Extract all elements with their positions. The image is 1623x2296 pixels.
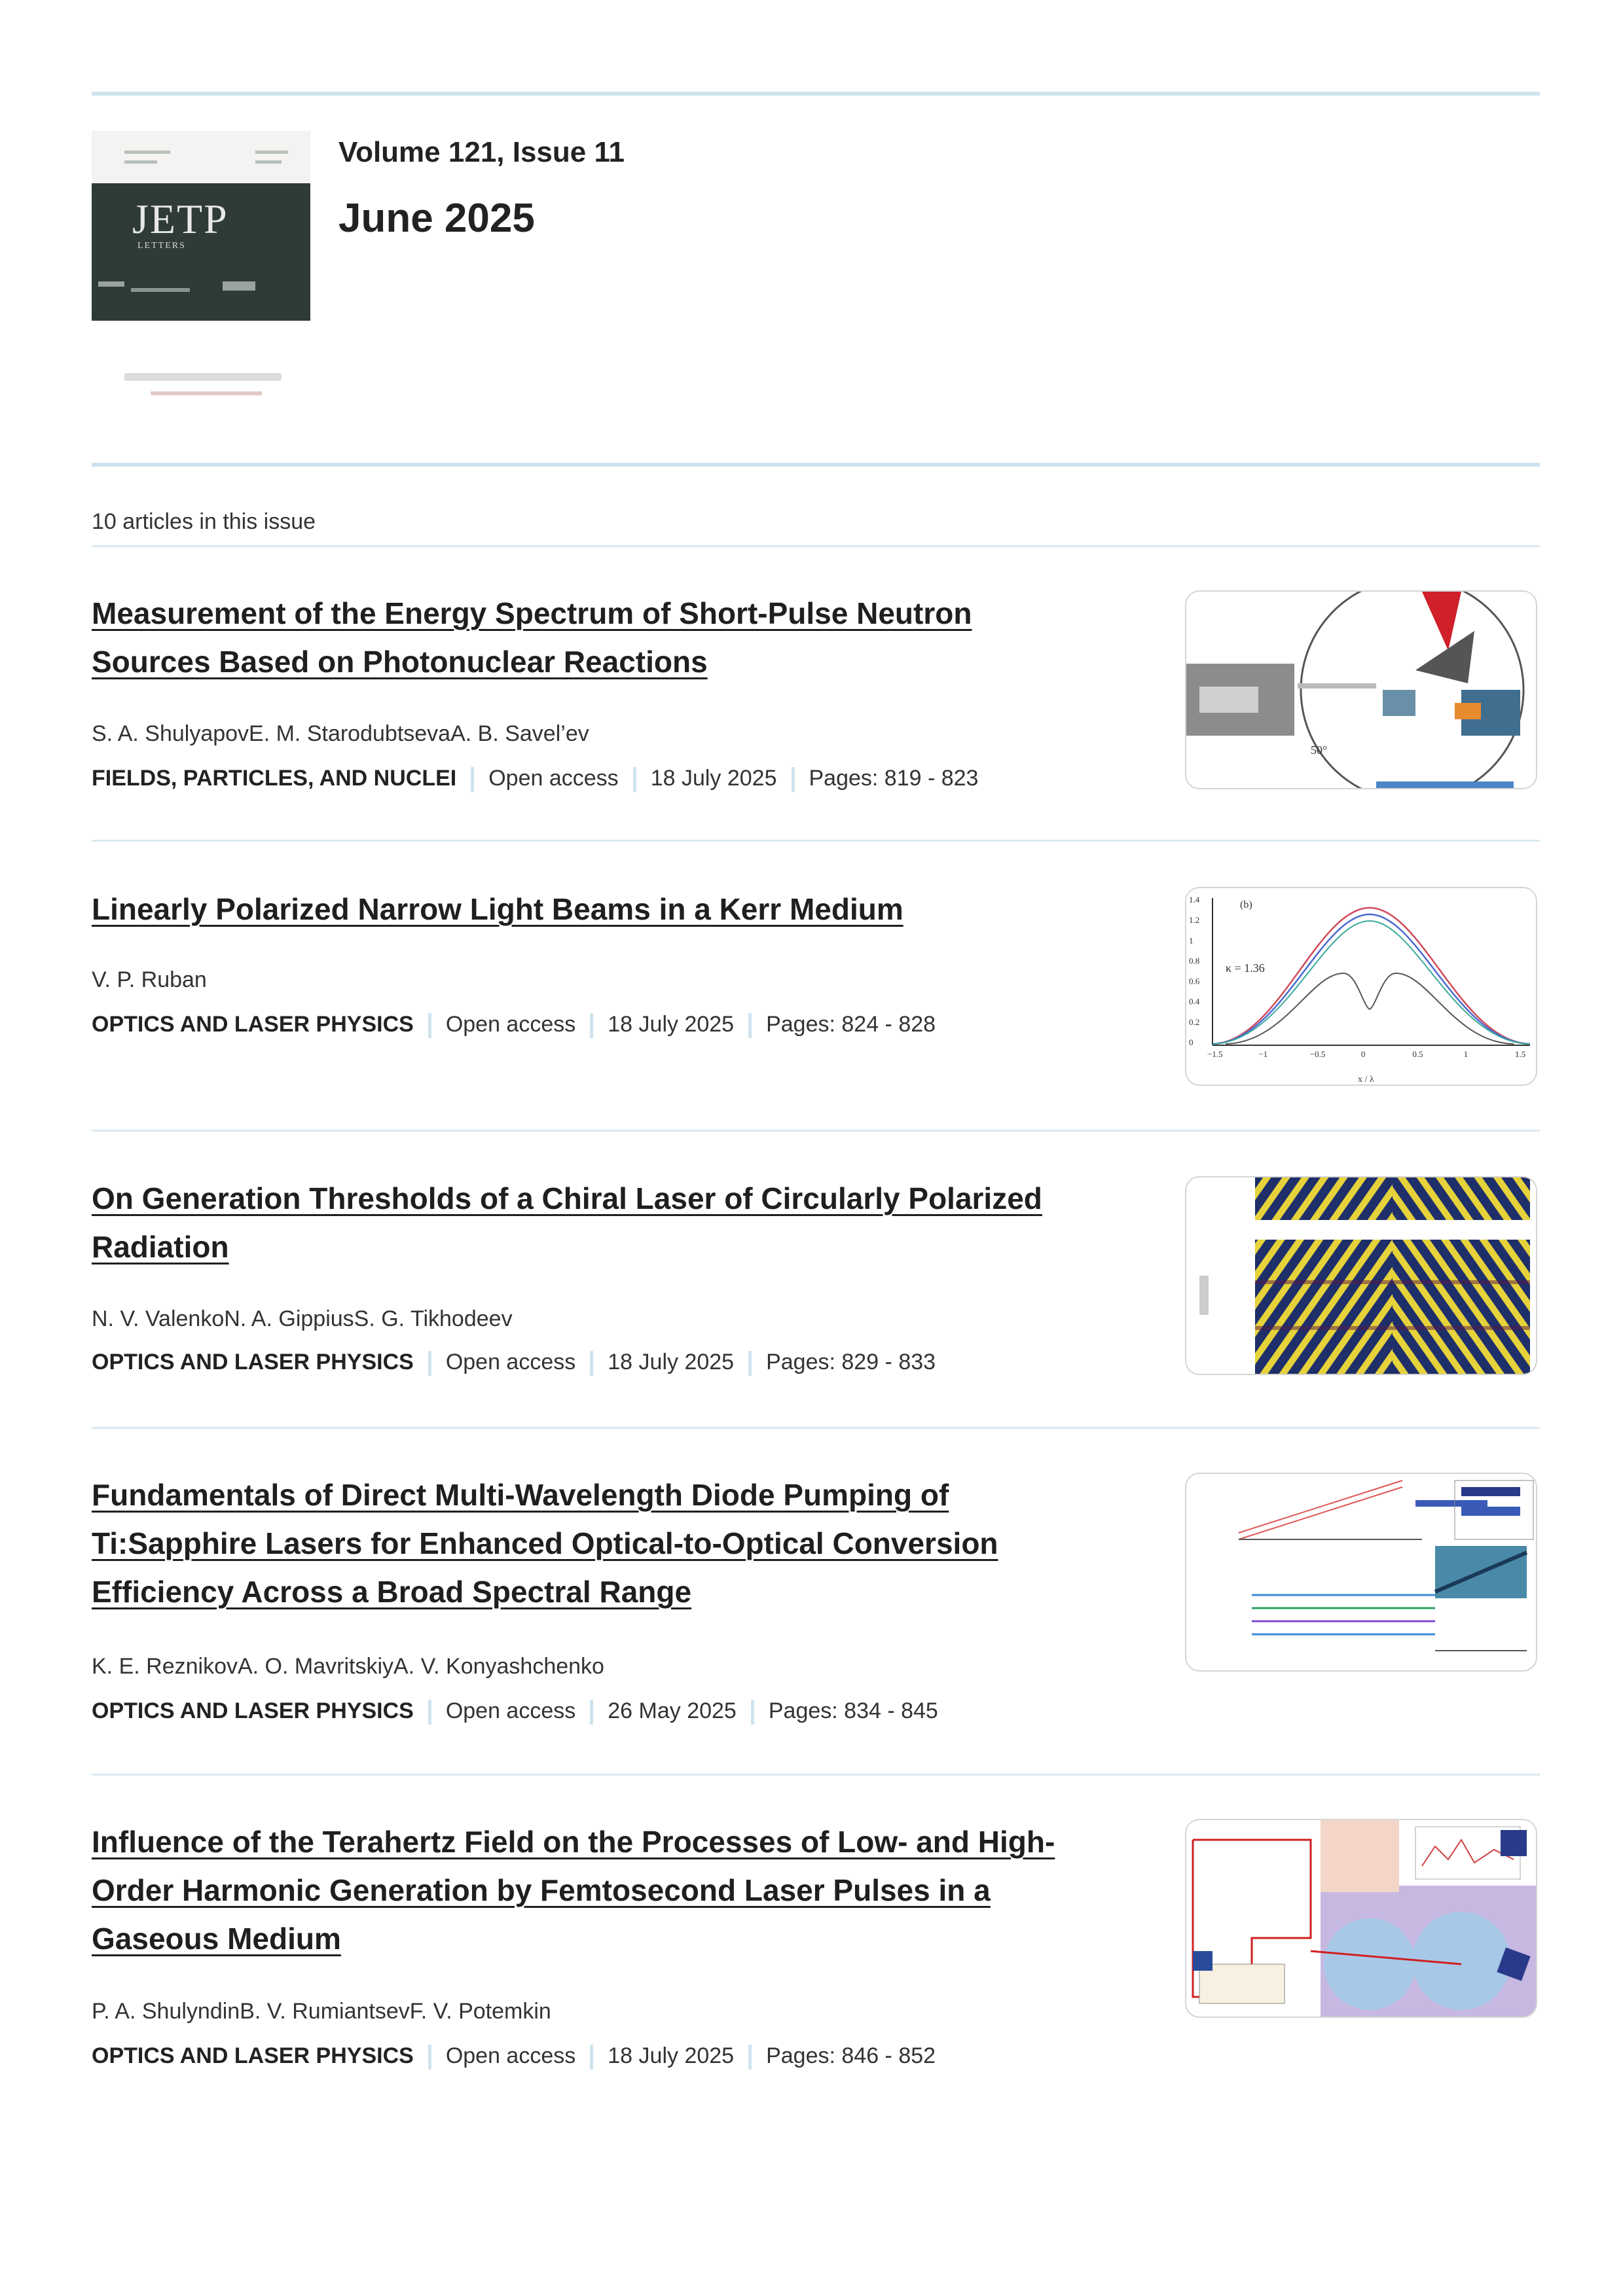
y-tick-label: 1.4: [1189, 895, 1200, 905]
article-figure-thumbnail[interactable]: [1185, 1819, 1537, 2018]
article-title-line[interactable]: Sources Based on Photonuclear Reactions: [92, 645, 708, 679]
article-divider: [92, 1774, 1540, 1776]
cover-subtitle: LETTERS: [137, 241, 186, 251]
access-badge: Open access: [445, 1012, 576, 1037]
y-tick-label: 0.8: [1189, 956, 1200, 966]
article-title-line[interactable]: On Generation Thresholds of a Chiral Laser of Circularly Polarized: [92, 1181, 1042, 1215]
header-divider: [92, 463, 1540, 467]
x-axis-label: x / λ: [1358, 1075, 1374, 1085]
thz-harmonic-setup-figure: [1186, 1820, 1536, 2017]
kappa-label: κ = 1.36: [1226, 961, 1265, 975]
x-tick-label: −1.5: [1207, 1049, 1223, 1059]
count-divider: [92, 545, 1540, 547]
publication-date: 26 May 2025: [608, 1698, 737, 1723]
x-tick-label: −0.5: [1309, 1049, 1326, 1059]
y-tick-label: 0.6: [1189, 976, 1200, 986]
x-tick-label: 0.5: [1412, 1049, 1423, 1059]
article-divider: [92, 840, 1540, 842]
beam-profile-figure: [1186, 888, 1536, 1085]
page-range: Pages: 846 - 852: [766, 2043, 936, 2068]
article-authors: S. A. ShulyapovE. M. StarodubtsevaA. B. Savel’ev: [92, 721, 589, 746]
article-title[interactable]: [92, 885, 1139, 933]
cover-top-band: [92, 131, 310, 183]
access-badge: Open access: [445, 1698, 576, 1723]
article-section: OPTICS AND LASER PHYSICS: [92, 1012, 414, 1037]
access-badge: Open access: [488, 766, 619, 791]
article-authors: V. P. Ruban: [92, 967, 207, 992]
article-title-line[interactable]: Order Harmonic Generation by Femtosecond Laser Pulses in a: [92, 1873, 991, 1907]
page-range: Pages: 834 - 845: [768, 1698, 938, 1723]
article-authors: N. V. ValenkoN. A. GippiusS. G. Tikhodeev: [92, 1306, 513, 1331]
volume-issue: Volume 121, Issue 11: [338, 136, 625, 168]
page-range: Pages: 829 - 833: [766, 1350, 936, 1374]
article-count: 10 articles in this issue: [92, 509, 316, 534]
article-figure-thumbnail[interactable]: [1185, 1473, 1537, 1672]
access-badge: Open access: [445, 1350, 576, 1374]
y-tick-label: 1: [1189, 935, 1194, 946]
x-tick-label: 1: [1463, 1049, 1468, 1059]
top-divider: [92, 92, 1540, 96]
publication-date: 18 July 2025: [608, 1012, 735, 1037]
access-badge: Open access: [445, 2043, 576, 2068]
article-meta: [92, 1012, 936, 1038]
article-title[interactable]: [92, 1818, 1139, 1963]
neutron-setup-figure: [1186, 592, 1536, 788]
y-tick-labels: [1189, 895, 1200, 1047]
article-figure-thumbnail[interactable]: [1185, 590, 1537, 789]
cover-title: JETP: [132, 196, 228, 242]
article-divider: [92, 1427, 1540, 1429]
article-meta: [92, 1698, 938, 1725]
article-authors: K. E. ReznikovA. O. MavritskiyA. V. Konyashchenko: [92, 1654, 604, 1679]
page-range: Pages: 824 - 828: [766, 1012, 936, 1037]
article-authors: P. A. ShulyndinB. V. RumiantsevF. V. Potemkin: [92, 1999, 551, 2024]
article-section: FIELDS, PARTICLES, AND NUCLEI: [92, 766, 457, 791]
article-divider: [92, 1130, 1540, 1132]
article-title-line[interactable]: Ti:Sapphire Lasers for Enhanced Optical-to-Optical Conversion: [92, 1526, 998, 1560]
article-meta: [92, 1350, 936, 1376]
article-section: OPTICS AND LASER PHYSICS: [92, 1698, 414, 1723]
article-title-line[interactable]: Gaseous Medium: [92, 1922, 341, 1956]
article-section: OPTICS AND LASER PHYSICS: [92, 1350, 414, 1374]
article-title-line[interactable]: Radiation: [92, 1230, 229, 1264]
journal-cover-image[interactable]: [92, 131, 310, 419]
publication-date: 18 July 2025: [608, 1350, 735, 1374]
article-section: OPTICS AND LASER PHYSICS: [92, 2043, 414, 2068]
article-title[interactable]: [92, 589, 1139, 686]
y-tick-label: 0.4: [1189, 996, 1200, 1007]
y-tick-label: 0: [1189, 1037, 1194, 1047]
x-tick-label: −1: [1258, 1049, 1268, 1059]
article-figure-thumbnail[interactable]: [1185, 1176, 1537, 1375]
issue-date: June 2025: [338, 196, 535, 241]
diode-pumping-figure: [1186, 1474, 1536, 1670]
publication-date: 18 July 2025: [650, 766, 777, 791]
article-title-line[interactable]: Fundamentals of Direct Multi-Wavelength Diode Pumping of: [92, 1478, 949, 1512]
article-title[interactable]: [92, 1174, 1139, 1271]
page-range: Pages: 819 - 823: [809, 766, 979, 791]
y-tick-label: 1.2: [1189, 915, 1200, 925]
chiral-structure-figure: [1186, 1177, 1536, 1374]
article-title-line[interactable]: Influence of the Terahertz Field on the Processes of Low- and High-: [92, 1825, 1055, 1859]
x-tick-labels: [1207, 1049, 1525, 1059]
article-figure-thumbnail[interactable]: [1185, 887, 1537, 1086]
article-title-line[interactable]: Efficiency Across a Broad Spectral Range: [92, 1575, 692, 1609]
publisher-sublogo: [151, 391, 262, 395]
article-meta: [92, 766, 978, 792]
article-meta: [92, 2043, 936, 2070]
x-tick-label: 0: [1361, 1049, 1366, 1059]
angle-label: 50°: [1311, 744, 1328, 757]
article-title[interactable]: [92, 1471, 1139, 1616]
publisher-logo: [124, 373, 282, 381]
publication-date: 18 July 2025: [608, 2043, 735, 2068]
x-tick-label: 1.5: [1515, 1049, 1526, 1059]
panel-label: (b): [1240, 899, 1252, 910]
y-tick-label: 0.2: [1189, 1016, 1200, 1027]
article-title-line[interactable]: Linearly Polarized Narrow Light Beams in a Kerr Medium: [92, 892, 903, 926]
article-title-line[interactable]: Measurement of the Energy Spectrum of Short-Pulse Neutron: [92, 596, 972, 630]
